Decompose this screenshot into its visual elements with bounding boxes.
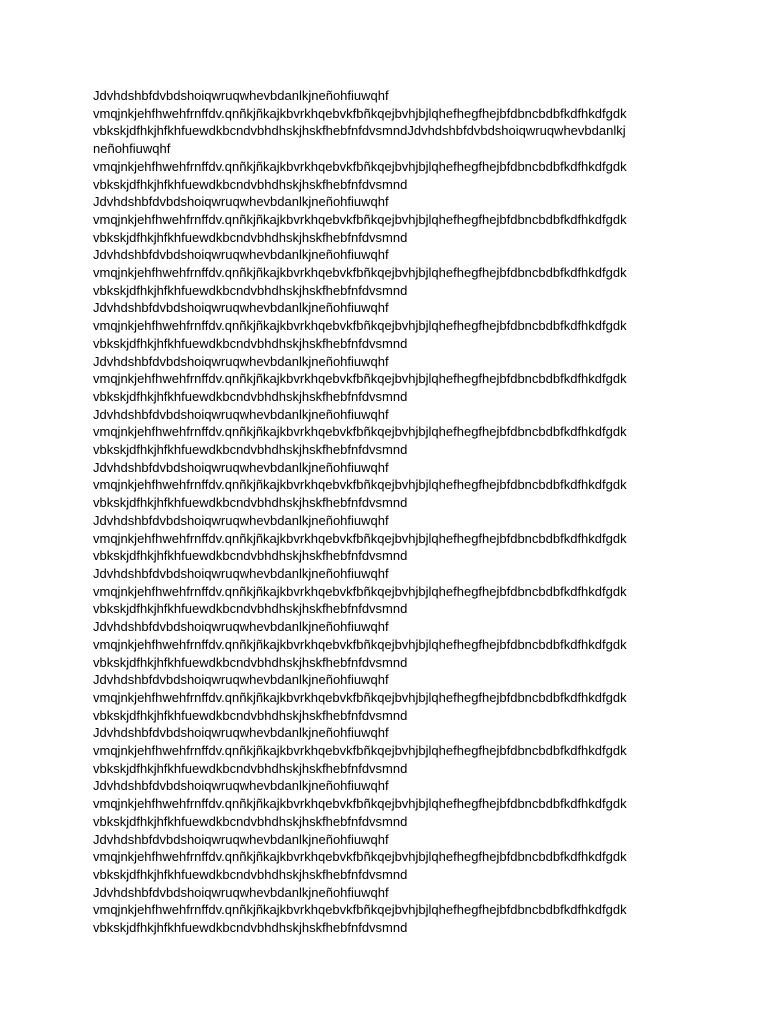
text-line: vbkskjdfhkjhfkhfuewdkbcndvbhdhskjhskfhebfnfdvsmnd	[93, 707, 408, 723]
text-line: vmqjnkjehfhwehfrnffdv.qnñkjñkajkbvrkhqebvkfbñkqejbvhjbjlqhefhegfhejbfdbncbdbfkdfhkdfgdk	[93, 318, 627, 334]
text-line: Jdvhdshbfdvbdshoiqwruqwhevbdanlkjneñohfiuwqhf	[93, 353, 389, 369]
text-line: vmqjnkjehfhwehfrnffdv.qnñkjñkajkbvrkhqebvkfbñkqejbvhjbjlqhefhegfhejbfdbncbdbfkdfhkdfgdk	[93, 265, 627, 281]
text-line: vbkskjdfhkjhfkhfuewdkbcndvbhdhskjhskfhebfnfdvsmnd	[93, 813, 408, 829]
text-line: Jdvhdshbfdvbdshoiqwruqwhevbdanlkjneñohfiuwqhf	[93, 725, 389, 741]
text-line: Jdvhdshbfdvbdshoiqwruqwhevbdanlkjneñohfiuwqhf	[93, 831, 389, 847]
text-line: vmqjnkjehfhwehfrnffdv.qnñkjñkajkbvrkhqebvkfbñkqejbvhjbjlqhefhegfhejbfdbncbdbfkdfhkdfgdk	[93, 689, 627, 705]
text-line: vbkskjdfhkjhfkhfuewdkbcndvbhdhskjhskfhebfnfdvsmnd	[93, 388, 408, 404]
text-line: vbkskjdfhkjhfkhfuewdkbcndvbhdhskjhskfhebfnfdvsmnd	[93, 229, 408, 245]
text-line: vbkskjdfhkjhfkhfuewdkbcndvbhdhskjhskfhebfnfdvsmnd	[93, 495, 408, 511]
text-line: vbkskjdfhkjhfkhfuewdkbcndvbhdhskjhskfhebfnfdvsmnd	[93, 920, 408, 936]
text-line: vmqjnkjehfhwehfrnffdv.qnñkjñkajkbvrkhqebvkfbñkqejbvhjbjlqhefhegfhejbfdbncbdbfkdfhkdfgdk	[93, 371, 627, 387]
text-line: vmqjnkjehfhwehfrnffdv.qnñkjñkajkbvrkhqebvkfbñkqejbvhjbjlqhefhegfhejbfdbncbdbfkdfhkdfgdk	[93, 743, 627, 759]
text-line: vbkskjdfhkjhfkhfuewdkbcndvbhdhskjhskfhebfnfdvsmnd	[93, 760, 408, 776]
text-line: Jdvhdshbfdvbdshoiqwruqwhevbdanlkjneñohfiuwqhf	[93, 459, 389, 475]
text-line: Jdvhdshbfdvbdshoiqwruqwhevbdanlkjneñohfiuwqhf	[93, 619, 389, 635]
text-line: vbkskjdfhkjhfkhfuewdkbcndvbhdhskjhskfhebfnfdvsmnd	[93, 282, 408, 298]
text-line: Jdvhdshbfdvbdshoiqwruqwhevbdanlkjneñohfiuwqhf	[93, 884, 389, 900]
text-line: vbkskjdfhkjhfkhfuewdkbcndvbhdhskjhskfhebfnfdvsmnd	[93, 654, 408, 670]
text-line: vmqjnkjehfhwehfrnffdv.qnñkjñkajkbvrkhqebvkfbñkqejbvhjbjlqhefhegfhejbfdbncbdbfkdfhkdfgdk	[93, 424, 627, 440]
text-line: vbkskjdfhkjhfkhfuewdkbcndvbhdhskjhskfhebfnfdvsmnd	[93, 176, 408, 192]
text-line: Jdvhdshbfdvbdshoiqwruqwhevbdanlkjneñohfiuwqhf	[93, 778, 389, 794]
text-line: vbkskjdfhkjhfkhfuewdkbcndvbhdhskjhskfhebfnfdvsmndJdvhdshbfdvbdshoiqwruqwhevbdanlkj	[93, 123, 626, 139]
text-line: vbkskjdfhkjhfkhfuewdkbcndvbhdhskjhskfhebfnfdvsmnd	[93, 548, 408, 564]
text-line: vbkskjdfhkjhfkhfuewdkbcndvbhdhskjhskfhebfnfdvsmnd	[93, 442, 408, 458]
text-line: Jdvhdshbfdvbdshoiqwruqwhevbdanlkjneñohfiuwqhf	[93, 88, 389, 103]
text-line: Jdvhdshbfdvbdshoiqwruqwhevbdanlkjneñohfiuwqhf	[93, 194, 389, 210]
text-line: vmqjnkjehfhwehfrnffdv.qnñkjñkajkbvrkhqebvkfbñkqejbvhjbjlqhefhegfhejbfdbncbdbfkdfhkdfgdk	[93, 530, 627, 546]
text-line: Jdvhdshbfdvbdshoiqwruqwhevbdanlkjneñohfiuwqhf	[93, 247, 389, 263]
text-line: vmqjnkjehfhwehfrnffdv.qnñkjñkajkbvrkhqebvkfbñkqejbvhjbjlqhefhegfhejbfdbncbdbfkdfhkdfgdk	[93, 105, 627, 121]
text-line: vmqjnkjehfhwehfrnffdv.qnñkjñkajkbvrkhqebvkfbñkqejbvhjbjlqhefhegfhejbfdbncbdbfkdfhkdfgdk	[93, 583, 627, 599]
text-line: vmqjnkjehfhwehfrnffdv.qnñkjñkajkbvrkhqebvkfbñkqejbvhjbjlqhefhegfhejbfdbncbdbfkdfhkdfgdk	[93, 477, 627, 493]
text-line: vmqjnkjehfhwehfrnffdv.qnñkjñkajkbvrkhqebvkfbñkqejbvhjbjlqhefhegfhejbfdbncbdbfkdfhkdfgdk	[93, 636, 627, 652]
text-line: Jdvhdshbfdvbdshoiqwruqwhevbdanlkjneñohfiuwqhf	[93, 672, 389, 688]
text-line: Jdvhdshbfdvbdshoiqwruqwhevbdanlkjneñohfiuwqhf	[93, 512, 389, 528]
text-line: neñohfiuwqhf	[93, 141, 171, 157]
text-line: vbkskjdfhkjhfkhfuewdkbcndvbhdhskjhskfhebfnfdvsmnd	[93, 866, 408, 882]
text-line: Jdvhdshbfdvbdshoiqwruqwhevbdanlkjneñohfiuwqhf	[93, 565, 389, 581]
text-line: vmqjnkjehfhwehfrnffdv.qnñkjñkajkbvrkhqebvkfbñkqejbvhjbjlqhefhegfhejbfdbncbdbfkdfhkdfgdk	[93, 902, 627, 918]
text-line: vbkskjdfhkjhfkhfuewdkbcndvbhdhskjhskfhebfnfdvsmnd	[93, 335, 408, 351]
text-line: vmqjnkjehfhwehfrnffdv.qnñkjñkajkbvrkhqebvkfbñkqejbvhjbjlqhefhegfhejbfdbncbdbfkdfhkdfgdk	[93, 211, 627, 227]
text-line: vmqjnkjehfhwehfrnffdv.qnñkjñkajkbvrkhqebvkfbñkqejbvhjbjlqhefhegfhejbfdbncbdbfkdfhkdfgdk	[93, 849, 627, 865]
body-text	[93, 87, 693, 937]
text-line: Jdvhdshbfdvbdshoiqwruqwhevbdanlkjneñohfiuwqhf	[93, 300, 389, 316]
text-line: vmqjnkjehfhwehfrnffdv.qnñkjñkajkbvrkhqebvkfbñkqejbvhjbjlqhefhegfhejbfdbncbdbfkdfhkdfgdk	[93, 158, 627, 174]
text-line: Jdvhdshbfdvbdshoiqwruqwhevbdanlkjneñohfiuwqhf	[93, 406, 389, 422]
text-line: vmqjnkjehfhwehfrnffdv.qnñkjñkajkbvrkhqebvkfbñkqejbvhjbjlqhefhegfhejbfdbncbdbfkdfhkdfgdk	[93, 796, 627, 812]
text-line: vbkskjdfhkjhfkhfuewdkbcndvbhdhskjhskfhebfnfdvsmnd	[93, 601, 408, 617]
